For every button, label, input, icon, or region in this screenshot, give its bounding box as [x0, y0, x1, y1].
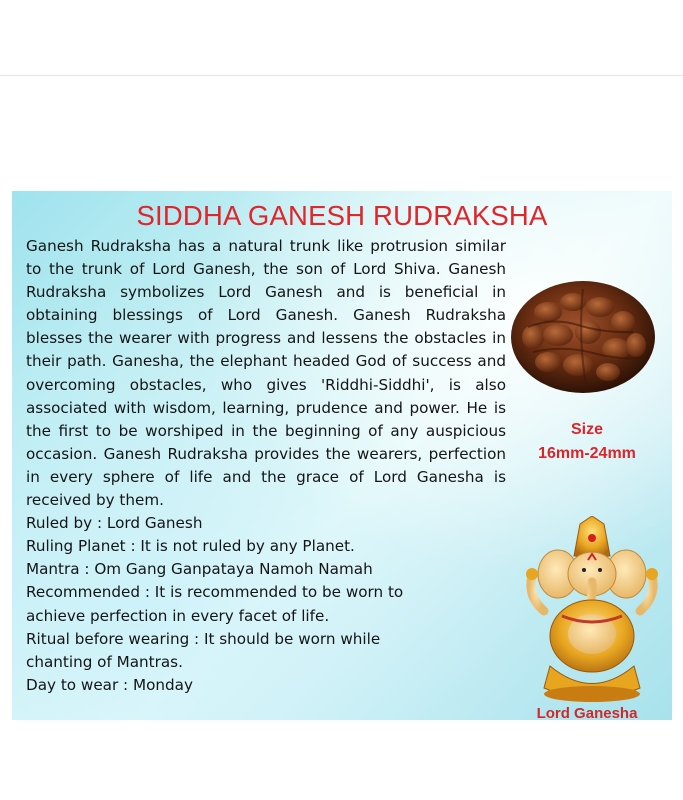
description-block [26, 235, 506, 697]
detail-ruling-planet: Ruling Planet : It is not ruled by any Planet. [26, 537, 355, 556]
size-label: Size [570, 421, 603, 438]
size-value: 16mm-24mm [538, 445, 636, 462]
product-card [12, 191, 672, 720]
rudraksha-bead-image [508, 277, 658, 395]
detail-ritual: Ritual before wearing : It should be worn while [26, 629, 381, 648]
detail-ruled-by: Ruled by : Lord Ganesh [26, 514, 203, 533]
detail-day-to-wear: Day to wear : Monday [26, 675, 193, 694]
detail-recommended: Recommended : It is recommended to be worn to [26, 583, 404, 602]
detail-ritual-cont: chanting of Mantras. [26, 652, 183, 671]
top-divider [0, 75, 683, 76]
detail-mantra: Mantra : Om Gang Ganpataya Namoh Namah [26, 560, 373, 579]
page-title: SIDDHA GANESH RUDRAKSHA [136, 200, 548, 231]
ganesha-caption: Lord Ganesha [536, 705, 638, 720]
description-paragraph: Ganesh Rudraksha has a natural trunk like protrusion similar to the trunk of Lord Ganesh, the son of Lord Shiva. Ganesh Rudraksha symbolizes Lord Ganesh and is beneficial in obtaining blessings of Lord Ganesh. Ganesh Rudraksha blesses the wearer with progress and lessens the obstacles in their path. Ganesha, the elephant headed God of success and overcoming obstacles, who gives 'Riddhi-Siddhi', is also associated with wisdom, learning, prudence and power. He is the first to be worshiped in the beginning of any auspicious occasion. Ganesh Rudraksha provides the wearers, perfection in every sphere of life and the grace of Lord Ganesha is received by them. [26, 237, 506, 510]
detail-recommended-cont: achieve perfection in every facet of life. [26, 606, 330, 625]
lord-ganesha-image [522, 516, 662, 706]
